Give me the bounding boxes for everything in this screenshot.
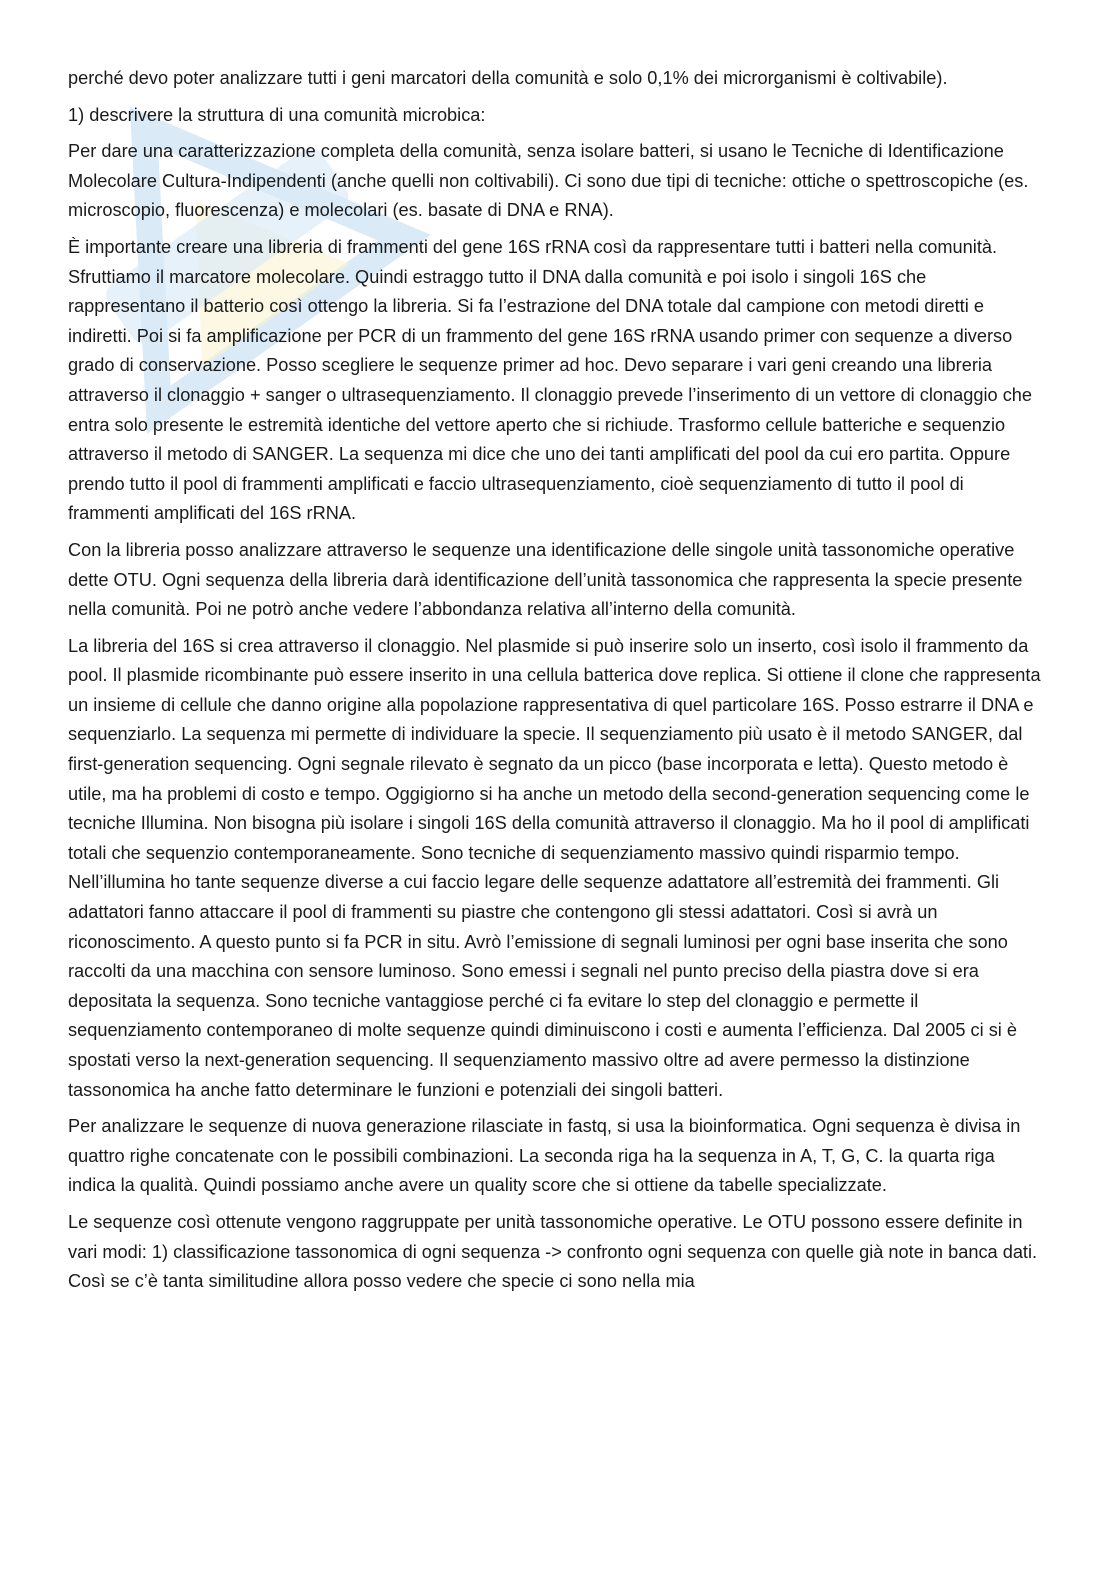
paragraph-section-heading: 1) descrivere la struttura di una comunità microbica: [68, 104, 486, 125]
paragraph-intro-continuation: perché devo poter analizzare tutti i geni marcatori della comunità e solo 0,1% dei microrganismi è coltivabile). [68, 68, 948, 88]
paragraph-culture-independent: Per dare una caratterizzazione completa della comunità, senza isolare batteri, si usano le Tecniche di Identificazione Molecolare Cultura-Indipendenti (anche quelli non coltivabili). Ci sono due tipi di tecniche: ottiche o spettroscopiche (es. microscopio, fluorescenza) e molecolari (es. basate di DNA e RNA). [68, 141, 1029, 221]
document-page [68, 64, 1046, 1304]
paragraph-16s-library: È importante creare una libreria di frammenti del gene 16S rRNA così da rappresentare tutti i batteri nella comunità. Sfruttiamo il marcatore molecolare. Quindi estraggo tutto il DNA dalla comunità e poi isolo i singoli 16S che rappresentano il batterio così ottengo la libreria. Si fa l’estrazione del DNA totale dal campione con metodi diretti e indiretti. Poi si fa amplificazione per PCR di un frammento del gene 16S rRNA usando primer con sequenze a diverso grado di conservazione. Posso scegliere le sequenze primer ad hoc. Devo separare i vari geni creando una libreria attraverso il clonaggio + sanger o ultrasequenziamento. Il clonaggio prevede l’inserimento di un vettore di clonaggio che entra solo presente le estremità identiche del vettore aperto che si richiude. Trasformo cellule batteriche e sequenzio attraverso il metodo di SANGER. La sequenza mi dice che uno dei tanti amplificati del pool da cui ero partita. Oppure prendo tutto il pool di frammenti amplificati e faccio ultrasequenziamento, cioè sequenziamento di tutto il pool di frammenti amplificati del 16S rRNA. [68, 236, 1033, 524]
paragraph-otu: Con la libreria posso analizzare attraverso le sequenze una identificazione delle singole unità tassonomiche operative dette OTU. Ogni sequenza della libreria darà identificazione dell’unità tassonomica che rappresenta la specie presente nella comunità. Poi ne potrò anche vedere l’abbondanza relativa all’interno della comunità. [68, 539, 1023, 620]
paragraph-bioinformatics: Per analizzare le sequenze di nuova generazione rilasciate in fastq, si usa la bioinformatica. Ogni sequenza è divisa in quattro righe concatenate con le possibili combinazioni. La seconda riga ha la sequenza in A, T, G, C. la quarta riga indica la qualità. Quindi possiamo anche avere un quality score che si ottiene da tabelle specializzate. [68, 1116, 1021, 1196]
paragraph-cloning-sequencing: La libreria del 16S si crea attraverso il clonaggio. Nel plasmide si può inserire solo un inserto, così isolo il frammento da pool. Il plasmide ricombinante può essere inserito in una cellula batterica dove replica. Si ottiene il clone che rappresenta un insieme di cellule che danno origine alla popolazione rappresentativa di quel particolare 16S. Posso estrarre il DNA e sequenziarlo. La sequenza mi permette di individuare la specie. Il sequenziamento più usato è il metodo SANGER, dal first-generation sequencing. Ogni segnale rilevato è segnato da un picco (base incorporata e letta). Questo metodo è utile, ma ha problemi di costo e tempo. Oggigiorno si ha anche un metodo della second-generation sequencing come le tecniche Illumina. Non bisogna più isolare i singoli 16S della comunità attraverso il clonaggio. Ma ho il pool di amplificati totali che sequenzio contemporaneamente. Sono tecniche di sequenziamento massivo quindi risparmio tempo. Nell’illumina ho tante sequenze diverse a cui faccio legare delle sequenze adattatore all’estremità dei frammenti. Gli adattatori fanno attaccare il pool di frammenti su piastre che contengono gli stessi adattatori. Così si avrà un riconoscimento. A questo punto si fa PCR in situ. Avrò l’emissione di segnali luminosi per ogni base inserita che sono raccolti da una macchina con sensore luminoso. Sono emessi i segnali nel punto preciso della piastra dove si era depositata la sequenza. Sono tecniche vantaggiose perché ci fa evitare lo step del clonaggio e permette il sequenziamento contemporaneo di molte sequenze quindi diminuiscono i costi e aumenta l’efficienza. Dal 2005 ci si è spostati verso la next-generation sequencing. Il sequenziamento massivo oltre ad avere permesso la distinzione tassonomica ha anche fatto determinare le funzioni e potenziali dei singoli batteri. [68, 635, 1041, 1100]
paragraph-otu-classification: Le sequenze così ottenute vengono raggruppate per unità tassonomiche operative. Le OTU possono essere definite in vari modi: 1) classificazione tassonomica di ogni sequenza -> confronto ogni sequenza con quelle già note in banca dati. Così se c’è tanta similitudine allora posso vedere che specie ci sono nella mia [68, 1211, 1038, 1292]
